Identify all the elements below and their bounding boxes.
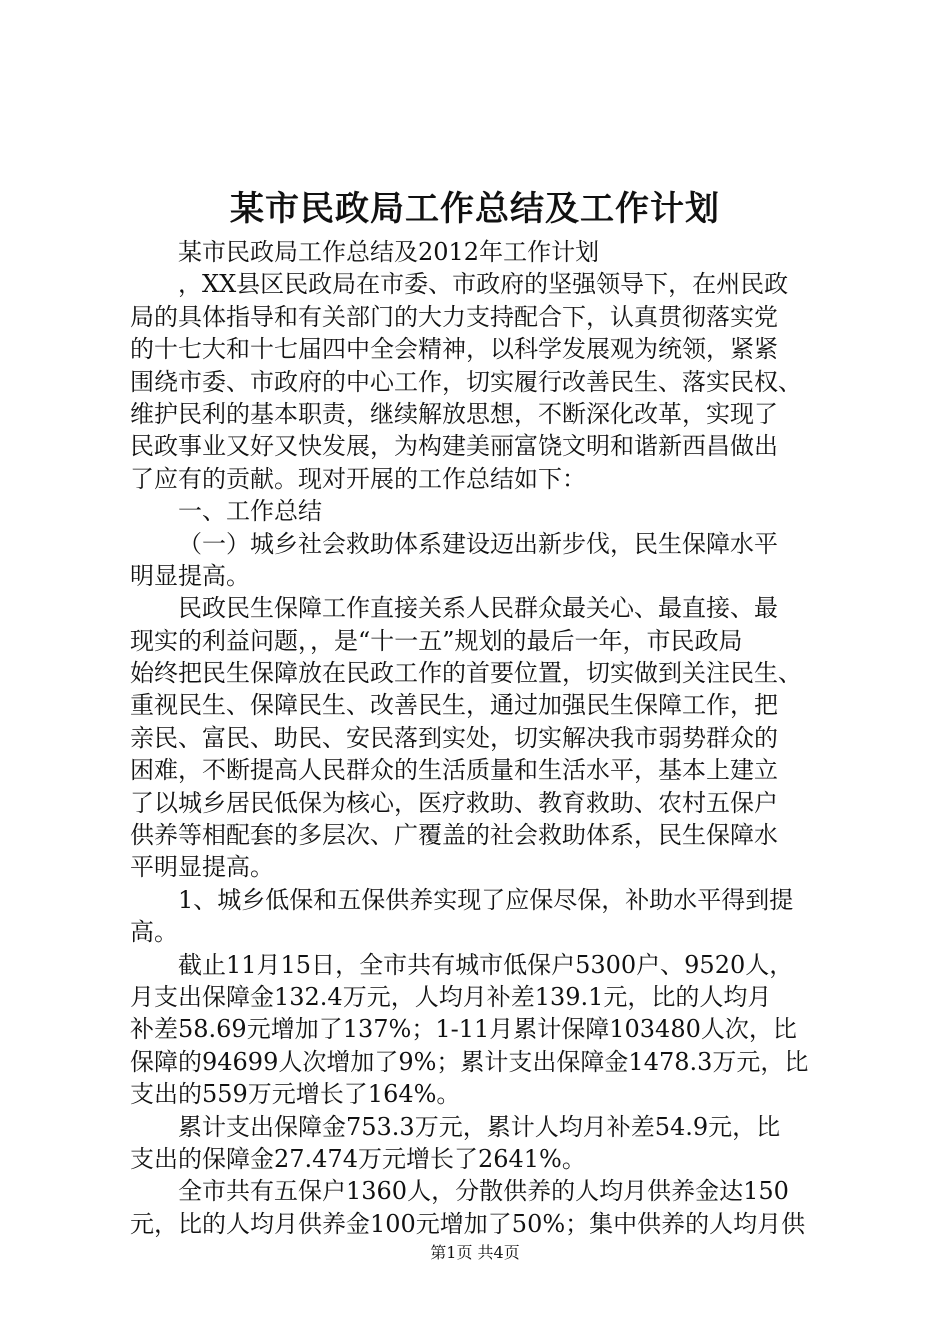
text-line: 截止11月15日，全市共有城市低保户5300户、9520人，	[178, 950, 794, 979]
text-line: 高。	[130, 918, 178, 947]
text-line: 重视民生、保障民生、改善民生，通过加强民生保障工作，把	[130, 691, 778, 720]
text-line: 一、工作总结	[178, 497, 322, 526]
text-line: 元，比的人均月供养金100元增加了50%；集中供养的人均月供	[130, 1209, 806, 1238]
text-line: 保障的94699人次增加了9%；累计支出保障金1478.3万元，比	[130, 1047, 809, 1076]
text-line: 局的具体指导和有关部门的大力支持配合下，认真贯彻落实党	[130, 302, 778, 331]
text-line: 平明显提高。	[130, 853, 274, 882]
text-line: 民政民生保障工作直接关系人民群众最关心、最直接、最	[178, 594, 778, 623]
text-line: 补差58.69元增加了137%；1-11月累计保障103480人次，比	[130, 1015, 797, 1044]
text-line: 1、城乡低保和五保供养实现了应保尽保，补助水平得到提	[178, 885, 794, 914]
page-footer: 第1页 共4页	[430, 1243, 520, 1262]
text-line: 维护民利的基本职责，继续解放思想，不断深化改革，实现了	[130, 399, 778, 428]
text-line: 现实的利益问题，，是“十一五”规划的最后一年，市民政局	[130, 626, 743, 655]
text-line: 全市共有五保户1360人，分散供养的人均月供养金达150	[178, 1177, 789, 1206]
text-line: 始终把民生保障放在民政工作的首要位置，切实做到关注民生、	[130, 659, 802, 688]
text-line: 了应有的贡献。现对开展的工作总结如下：	[130, 464, 586, 493]
document-title: 某市民政局工作总结及工作计划	[230, 189, 720, 229]
text-line: 某市民政局工作总结及2012年工作计划	[178, 238, 600, 266]
text-line: 支出的559万元增长了164%。	[130, 1080, 461, 1109]
text-line: 困难，不断提高人民群众的生活质量和生活水平，基本上建立	[130, 756, 778, 785]
text-line: 累计支出保障金753.3万元，累计人均月补差54.9元，比	[178, 1112, 781, 1141]
text-line: 支出的保障金27.474万元增长了2641%。	[130, 1144, 586, 1173]
text-line: ，XX县区民政局在市委、市政府的坚强领导下，在州民政	[178, 270, 789, 299]
text-line: 围绕市委、市政府的中心工作，切实履行改善民生、落实民权、	[130, 367, 802, 396]
text-line: 月支出保障金132.4万元，人均月补差139.1元，比的人均月	[130, 982, 772, 1011]
text-line: 供养等相配套的多层次、广覆盖的社会救助体系，民生保障水	[130, 821, 778, 850]
text-line: 的十七大和十七届四中全会精神，以科学发展观为统领，紧紧	[130, 335, 778, 364]
document-body	[130, 236, 830, 1240]
text-line: （一）城乡社会救助体系建设迈出新步伐，民生保障水平	[178, 529, 778, 558]
text-line: 民政事业又好又快发展，为构建美丽富饶文明和谐新西昌做出	[130, 432, 778, 461]
text-line: 亲民、富民、助民、安民落到实处，切实解决我市弱势群众的	[130, 723, 778, 752]
text-line: 明显提高。	[130, 561, 250, 590]
text-line: 了以城乡居民低保为核心，医疗救助、教育救助、农村五保户	[130, 788, 778, 817]
